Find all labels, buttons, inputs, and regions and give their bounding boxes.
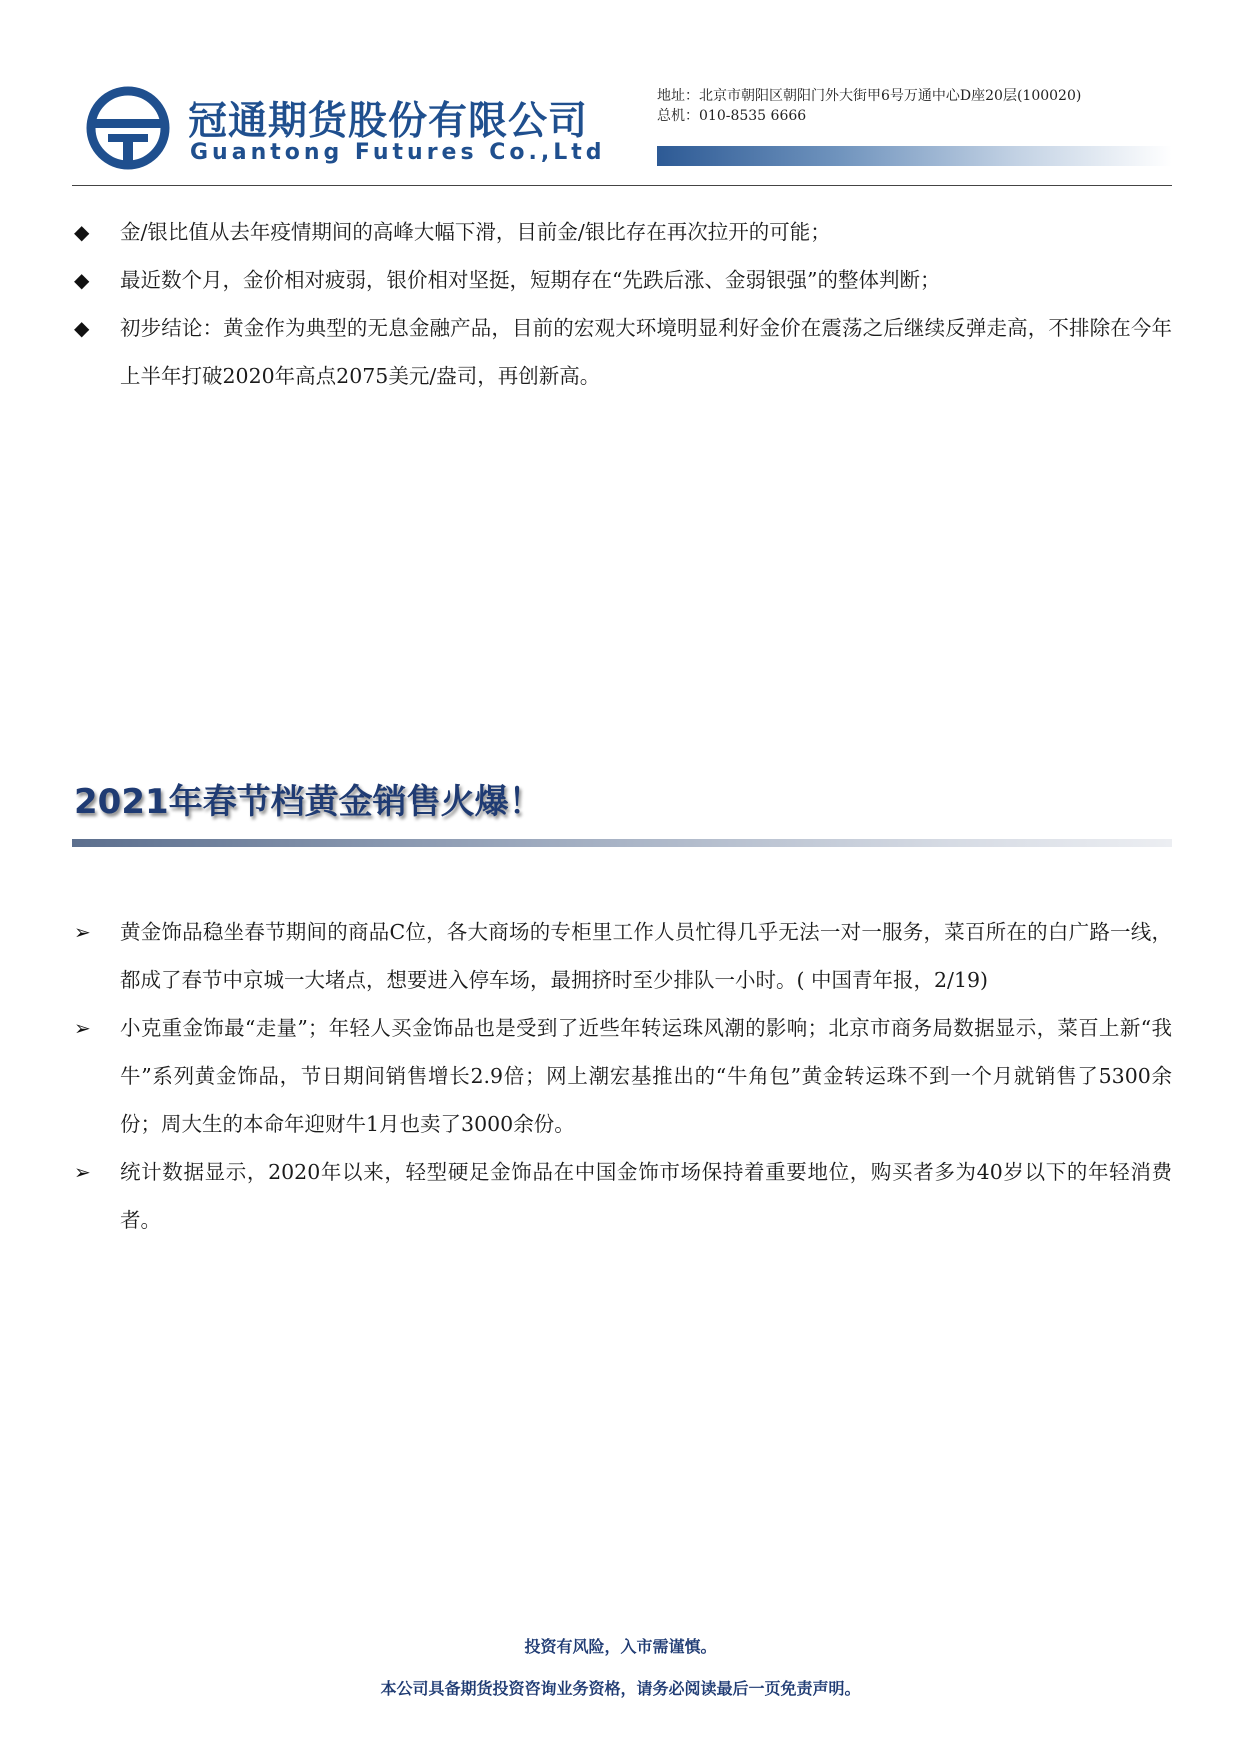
list-item-text: 统计数据显示，2020年以来，轻型硬足金饰品在中国金饰市场保持着重要地位，购买者多为40岁以下的年轻消费者。 — [120, 1160, 1172, 1232]
list-item-text: 黄金饰品稳坐春节期间的商品C位，各大商场的专柜里工作人员忙得几乎无法一对一服务，菜百所在的白广路一线，都成了春节中京城一大堵点，想要进入停车场，最拥挤时至少排队一小时。( 中国青年报，2/19) — [120, 920, 1172, 992]
list-item — [72, 208, 1172, 256]
company-contact — [657, 86, 1081, 126]
guantong-logo-icon — [86, 86, 170, 170]
company-name-cn: 冠通期货股份有限公司 — [188, 99, 589, 144]
list-item-text: 初步结论：黄金作为典型的无息金融产品，目前的宏观大环境明显利好金价在震荡之后继续反弹走高，不排除在今年上半年打破2020年高点2075美元/盎司，再创新高。 — [120, 316, 1172, 388]
list-item — [72, 304, 1172, 400]
arrow-bullet-icon: ➢ — [74, 920, 91, 944]
list-item-text: 小克重金饰最“走量”；年轻人买金饰品也是受到了近些年转运珠风潮的影响；北京市商务局数据显示，菜百上新“我牛”系列黄金饰品，节日期间销售增长2.9倍；网上潮宏基推出的“牛角包”黄金转运珠不到一个月就销售了5300余份；周大生的本命年迎财牛1月也卖了3000余份。 — [120, 1016, 1172, 1136]
list-item-text: 金/银比值从去年疫情期间的高峰大幅下滑，目前金/银比存在再次拉开的可能； — [120, 220, 831, 244]
company-name-en: Guantong Futures Co.,Ltd — [190, 140, 606, 165]
list-item — [72, 908, 1172, 1004]
diamond-bullet-icon: ◆ — [74, 268, 90, 292]
disclaimer-note: 本公司具备期货投资咨询业务资格，请务必阅读最后一页免责声明。 — [380, 1679, 861, 1698]
arrow-bullet-icon: ➢ — [74, 1016, 91, 1040]
news-bullet-list — [72, 908, 1172, 1244]
list-item — [72, 256, 1172, 304]
company-address: 地址：北京市朝阳区朝阳门外大街甲6号万通中心D座20层(100020) — [657, 88, 1082, 104]
intro-bullet-list — [72, 208, 1172, 400]
header-divider — [72, 185, 1172, 186]
section-divider — [72, 839, 1172, 847]
list-item — [72, 1148, 1172, 1244]
diamond-bullet-icon: ◆ — [74, 316, 90, 340]
arrow-bullet-icon: ➢ — [74, 1160, 91, 1184]
list-item — [72, 1004, 1172, 1148]
header-gradient-bar — [657, 146, 1172, 166]
list-item-text: 最近数个月，金价相对疲弱，银价相对坚挺，短期存在“先跌后涨、金弱银强”的整体判断； — [120, 268, 941, 292]
diamond-bullet-icon: ◆ — [74, 220, 90, 244]
risk-warning: 投资有风险，入市需谨慎。 — [524, 1637, 717, 1656]
section-title: 2021年春节档黄金销售火爆！ — [74, 782, 543, 822]
page-header — [72, 78, 1172, 186]
company-phone: 总机：010-8535 6666 — [657, 108, 807, 124]
